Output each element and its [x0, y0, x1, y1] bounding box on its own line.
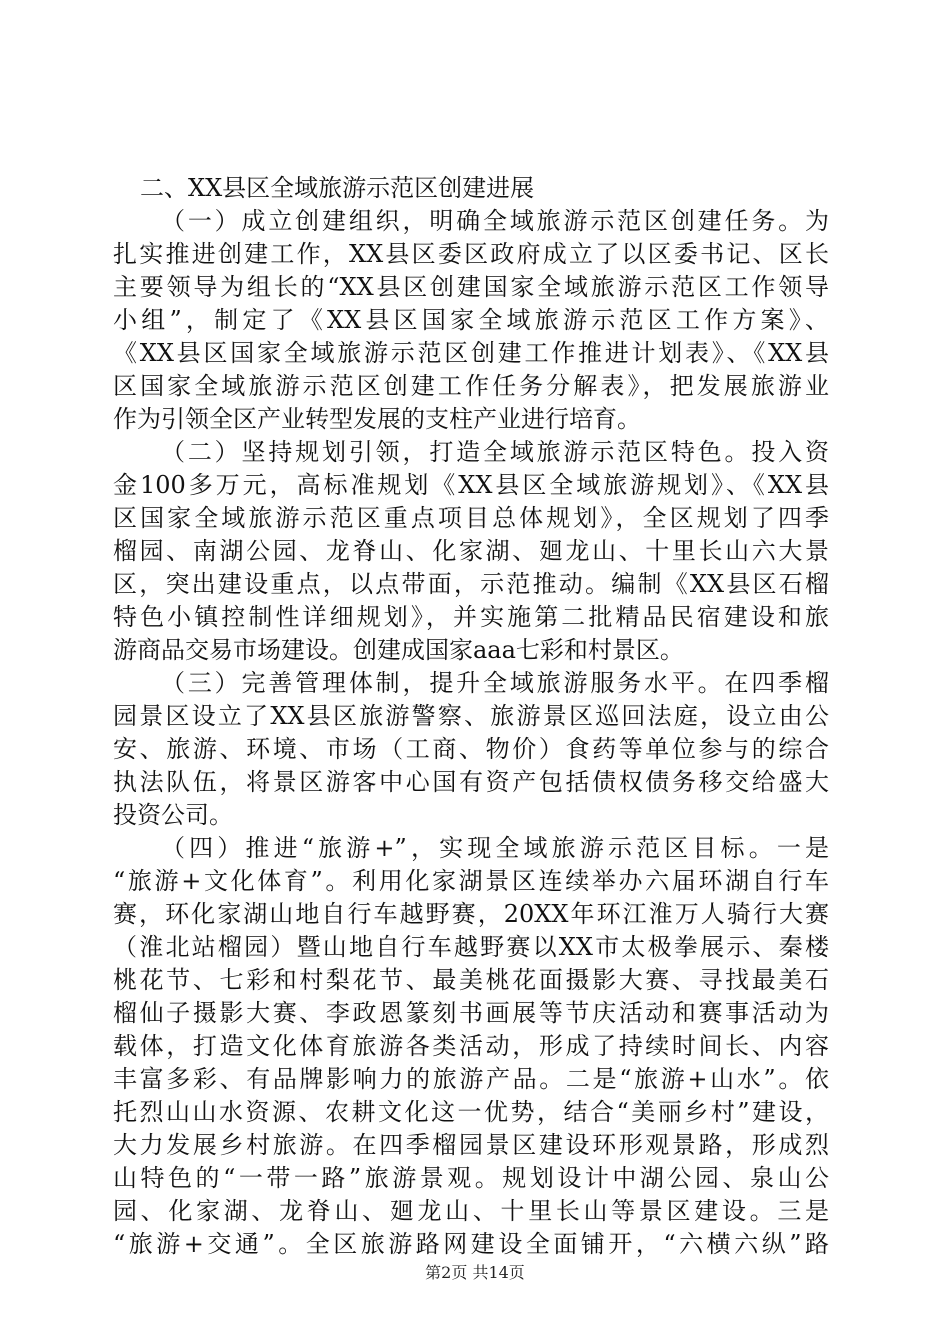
- paragraph-line: 园景区设立了XX县区旅游警察、旅游景区巡回法庭，设立由公: [113, 702, 829, 730]
- paragraph-line: 园、化家湖、龙脊山、廻龙山、十里长山等景区建设。三是: [113, 1197, 829, 1225]
- paragraph-line: 赛，环化家湖山地自行车越野赛，20XX年环江淮万人骑行大赛: [113, 900, 829, 928]
- paragraph-line: 区国家全域旅游示范区重点项目总体规划》，全区规划了四季: [113, 504, 829, 532]
- paragraph-line: 托烈山山水资源、农耕文化这一优势，结合“美丽乡村”建设，: [113, 1098, 829, 1126]
- paragraph-line: 扎实推进创建工作，XX县区委区政府成立了以区委书记、区长: [113, 240, 829, 268]
- paragraph-line: 执法队伍，将景区游客中心国有资产包括债权债务移交给盛大: [113, 768, 829, 796]
- paragraph-line: 作为引领全区产业转型发展的支柱产业进行培育。: [113, 405, 641, 433]
- paragraph-line: 金100多万元，高标准规划《XX县区全域旅游规划》、《XX县: [113, 471, 829, 499]
- document-body: [113, 172, 829, 1261]
- paragraph-line: 桃花节、七彩和村梨花节、最美桃花面摄影大赛、寻找最美石: [113, 966, 829, 994]
- paragraph-line: 主要领导为组长的“XX县区创建国家全域旅游示范区工作领导: [113, 273, 829, 301]
- paragraph-line: 榴园、南湖公园、龙脊山、化家湖、廻龙山、十里长山六大景: [113, 537, 829, 565]
- paragraph-line: 丰富多彩、有品牌影响力的旅游产品。二是“旅游+山水”。依: [113, 1065, 829, 1093]
- paragraph-line: （淮北站榴园）暨山地自行车越野赛以XX市太极拳展示、秦楼: [113, 933, 829, 961]
- paragraph-line: 区，突出建设重点，以点带面，示范推动。编制《XX县区石榴: [113, 570, 829, 598]
- paragraph-line: 《XX县区国家全域旅游示范区创建工作推进计划表》、《XX县: [113, 339, 829, 367]
- paragraph-line: 安、旅游、环境、市场（工商、物价）食药等单位参与的综合: [113, 735, 829, 763]
- page-number-footer: 第2页 共14页: [425, 1263, 525, 1282]
- paragraph-line: 榴仙子摄影大赛、李政恩篆刻书画展等节庆活动和赛事活动为: [113, 999, 829, 1027]
- section-heading: 二、XX县区全域旅游示范区创建进展: [140, 174, 535, 202]
- paragraph-line: 投资公司。: [113, 801, 233, 829]
- paragraph-line: 山特色的“一带一路”旅游景观。规划设计中湖公园、泉山公: [113, 1164, 829, 1192]
- paragraph-line: 载体，打造文化体育旅游各类活动，形成了持续时间长、内容: [113, 1032, 829, 1060]
- paragraph-line: （三）完善管理体制，提升全域旅游服务水平。在四季榴: [161, 669, 829, 697]
- paragraph-line: （四）推进“旅游+”，实现全域旅游示范区目标。一是: [161, 834, 829, 862]
- paragraph-line: （二）坚持规划引领，打造全域旅游示范区特色。投入资: [161, 438, 829, 466]
- paragraph-line: 区国家全域旅游示范区创建工作任务分解表》，把发展旅游业: [113, 372, 829, 400]
- paragraph-line: 小组”，制定了《XX县区国家全域旅游示范区工作方案》、: [113, 306, 829, 334]
- paragraph-line: 游商品交易市场建设。创建成国家aaa七彩和村景区。: [113, 636, 684, 664]
- paragraph-line: “旅游+文化体育”。利用化家湖景区连续举办六届环湖自行车: [113, 867, 829, 895]
- paragraph-line: （一）成立创建组织，明确全域旅游示范区创建任务。为: [161, 207, 829, 235]
- paragraph-line: 特色小镇控制性详细规划》，并实施第二批精品民宿建设和旅: [113, 603, 829, 631]
- paragraph-line: “旅游+交通”。全区旅游路网建设全面铺开，“六横六纵”路: [113, 1230, 829, 1258]
- paragraph-line: 大力发展乡村旅游。在四季榴园景区建设环形观景路，形成烈: [113, 1131, 829, 1159]
